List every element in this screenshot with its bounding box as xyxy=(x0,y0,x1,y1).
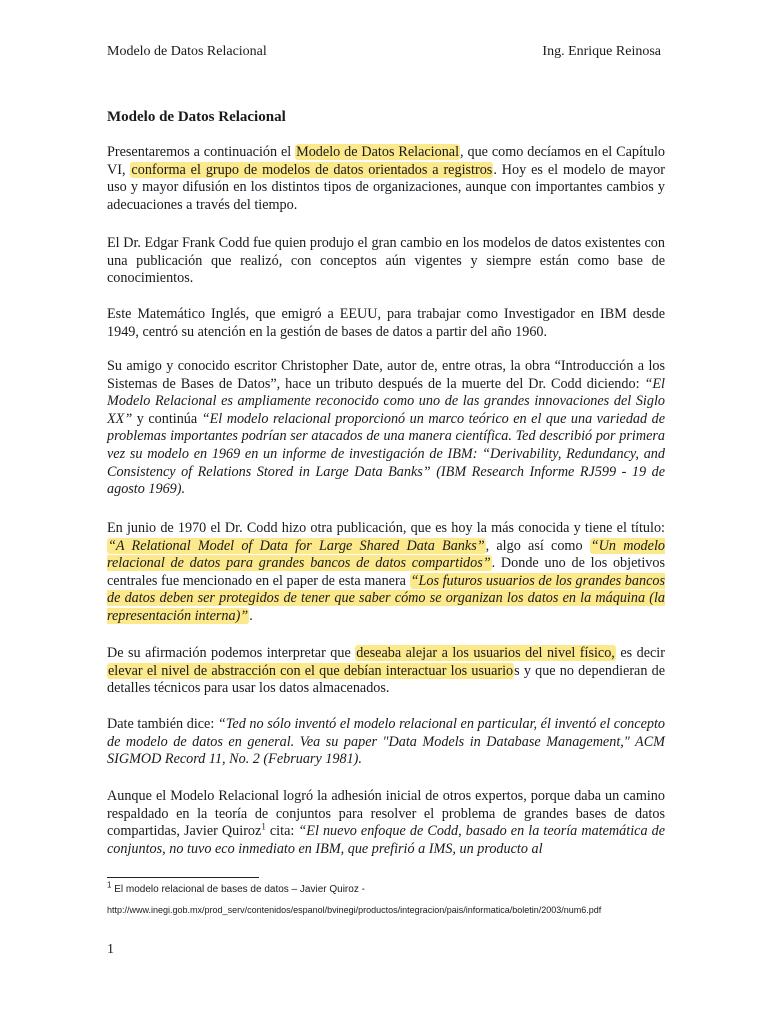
p7-quote: “Ted no sólo inventó el modelo relacional en particular, él inventó el concepto de modelo de datos en general. Vea su paper "Data Models in Database Management," ACM SIGMOD Record 11, No. 2 (February 1981). xyxy=(107,716,665,768)
p1-highlight-2: conforma el grupo de modelos de datos orientados a registros xyxy=(131,161,493,178)
footnote-reference: 1 xyxy=(261,821,266,832)
p5-highlight-translation: “Un modelo relacional de datos para grandes bancos de datos compartidos” xyxy=(107,537,665,572)
running-header-author: Ing. Enrique Reinosa xyxy=(542,44,661,59)
footnote-text: El modelo relacional de bases de datos – Javier Quiroz - xyxy=(114,884,365,895)
p5-highlight-title: “A Relational Model of Data for Large Shared Data Banks” xyxy=(108,537,485,554)
page-title: Modelo de Datos Relacional xyxy=(107,109,286,125)
p1-text-c: , que como decíamos en el Capítulo VI, xyxy=(107,144,665,178)
p5-text-c: , algo así como xyxy=(485,537,590,554)
paragraph-8 xyxy=(107,788,665,858)
p4-quote-1: “El Modelo Relacional es ampliamente reconocido como uno de las grandes innovaciones del Siglo XX” xyxy=(107,375,665,427)
footnote-marker: 1 xyxy=(107,880,112,890)
footnote xyxy=(107,880,707,895)
page-number: 1 xyxy=(107,942,114,957)
p5-highlight-quote: “Los futuros usuarios de los grandes bancos de datos deben ser protegidos de tener que saber cómo se organizan los datos en la máquina (la representación interna)” xyxy=(107,572,665,624)
footnote-url[interactable]: http://www.inegi.gob.mx/prod_serv/contenidos/espanol/bvinegi/productos/integracion/pais/informatica/boletin/2003/num6.pdf xyxy=(107,905,602,915)
p1-highlight-1: Modelo de Datos Relacional xyxy=(296,144,460,160)
p8-text-b: cita: xyxy=(265,823,299,840)
p5-text-a: En junio de 1970 el Dr. Codd hizo otra publicación, que es hoy la más conocida y tiene el título: xyxy=(107,520,665,536)
p5-text-e: . Donde uno de los objetivos centrales fue mencionado en el paper de esta manera xyxy=(107,555,665,589)
p4-quote-2: “El modelo relacional proporcionó un marco teórico en el que una variedad de problemas importantes podrían ser atacados de una manera científica. Ted describió por primera vez su modelo en 1969 en un informe de investigación de IBM: “Derivability, Redundancy, and Consistency of Relations Stored in Large Data Banks” (IBM Research Informe RJ599 - 19 de agosto 1969). xyxy=(107,410,665,498)
paragraph-2: El Dr. Edgar Frank Codd fue quien produjo el gran cambio en los modelos de datos existentes con una publicación que realizó, con conceptos aún vigentes y siempre están como base de conocimientos. xyxy=(107,235,665,287)
p6-text-c: es decir xyxy=(615,645,665,661)
p6-text-e: s y que no dependieran de detalles técnicos para usar los datos almacenados. xyxy=(107,662,665,697)
p8-quote: “El nuevo enfoque de Codd, basado en la teoría matemática de conjuntos, no tuvo eco inmediato en IBM, que prefirió a IMS, un producto al xyxy=(107,823,666,857)
p5-text-g: . xyxy=(249,607,253,624)
p4-text-c: y continúa xyxy=(132,410,202,427)
p6-highlight-1: deseaba alejar a los usuarios del nivel físico, xyxy=(356,645,615,661)
p6-highlight-2: elevar el nivel de abstracción con el que debían interactuar los usuario xyxy=(108,662,514,679)
p6-text-a: De su afirmación podemos interpretar que xyxy=(107,645,356,661)
p1-text-a: Presentaremos a continuación el xyxy=(107,144,296,160)
paragraph-1 xyxy=(107,144,665,214)
footnote-separator xyxy=(107,877,259,878)
paragraph-4 xyxy=(107,358,665,499)
paragraph-3: Este Matemático Inglés, que emigró a EEUU, para trabajar como Investigador en IBM desde 1949, centró su atención en la gestión de bases de datos a partir del año 1960. xyxy=(107,306,665,340)
running-header-title: Modelo de Datos Relacional xyxy=(107,44,267,59)
p7-text-a: Date también dice: xyxy=(107,716,218,732)
paragraph-7 xyxy=(107,716,665,769)
p8-text-a: Aunque el Modelo Relacional logró la adhesión inicial de otros expertos, porque daba un camino respaldado en la teoría de conjuntos para resolver el problema de grandes bases de datos compartidas, Javier Quiroz xyxy=(107,788,665,840)
paragraph-5 xyxy=(107,520,665,626)
p4-text-a: Su amigo y conocido escritor Christopher Date, autor de, entre otras, la obra “Introducción a los Sistemas de Bases de Datos”, hace un tributo después de la muerte del Dr. Codd diciendo: xyxy=(107,358,665,392)
paragraph-6 xyxy=(107,645,665,698)
p1-text-e: . Hoy es el modelo de mayor uso y mayor difusión en los distintos tipos de organizaciones, aunque con importantes cambios y adecuaciones a través del tiempo. xyxy=(107,161,665,213)
